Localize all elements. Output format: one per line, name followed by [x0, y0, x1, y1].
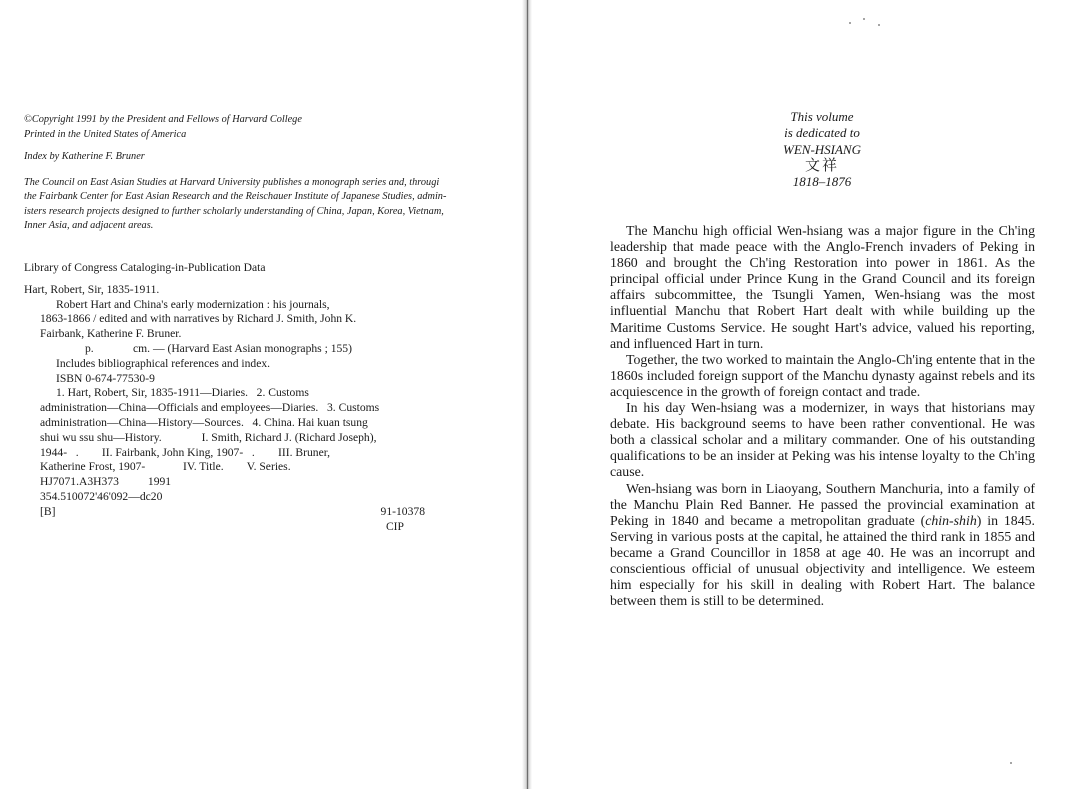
printed-in-line: Printed in the United States of America	[24, 128, 187, 140]
cip-last-row	[24, 505, 425, 520]
essay-paragraph: The Manchu high official Wen-hsiang was a major figure in the Ch'ing leadership that made peace with the Anglo-French invaders of Peking in 1860 and brought the Ch'ing Restoration into power in 1861. As the principal official under Prince Kung in the Grand Council and its foreign affairs subcommittee, the Tsungli Yamen, Wen-hsiang was the most influential Manchu that Robert Hart dealt with while building up the Maritime Customs Service. He sought Hart's advice, valued his reporting, and influenced Hart in turn.	[610, 223, 1035, 351]
cip-subjects-cont: administration—China—Officials and employees—Diaries. 3. Customs	[40, 401, 380, 415]
copyright-block	[24, 113, 454, 234]
cip-lccn: 91-10378	[380, 504, 425, 518]
council-line: isters research projects designed to further scholarly understanding of China, Japan, Korea, Vietnam,	[24, 205, 444, 217]
council-line: the Fairbank Center for East Asian Research and the Reischauer Institute of Japanese Studies, admin-	[24, 191, 447, 202]
paper-speck	[1010, 762, 1012, 764]
cip-subject-part: 1944- .	[40, 445, 79, 459]
cip-dewey: 354.510072'46'092—dc20	[40, 489, 163, 503]
council-statement	[24, 176, 449, 234]
cip-physical	[24, 342, 414, 357]
cip-subjects-cont: administration—China—History—Sources. 4. China. Hai kuan tsung	[40, 415, 368, 429]
essay-paragraph: In his day Wen-hsiang was a modernizer, in ways that historians may debate. His background seems to have been rather conventional. He was both a classical scholar and a military commander. One of his outstanding qualifications to be an insider at Peking was his intense loyalty to the Ch'ing cause.	[610, 400, 1035, 480]
cip-subjects-cont	[24, 460, 414, 475]
cip-subject-part: III. Bruner,	[278, 445, 331, 459]
paper-speck	[849, 22, 851, 24]
cip-physical-rest: cm. — (Harvard East Asian monographs ; 155)	[133, 341, 352, 355]
cip-bib-note: Includes bibliographical references and index.	[56, 356, 271, 370]
cip-isbn: ISBN 0-674-77530-9	[56, 371, 155, 385]
cip-subjects-cont	[24, 446, 414, 461]
essay-text: ) in 1845. Serving in various posts at the capital, he attained the third rank in 1855 and became a Grand Councillor in 1858 at age 40. He was an incorrupt and conscientious official of unusual objectivity and intelligence. We esteem him especially for his skill in dealing with Robert Hart. The balance between them is still to be determined.	[610, 512, 1035, 609]
cip-title: Robert Hart and China's early modernization : his journals,	[56, 297, 330, 311]
essay-italic-term: chin-shih	[925, 512, 977, 528]
dedicatee-name: WEN-HSIANG	[783, 141, 861, 157]
cip-subject-part: shui wu ssu shu—History.	[40, 430, 162, 444]
cip-subject-part: Katherine Frost, 1907-	[40, 460, 146, 474]
cip-bracket: [B]	[40, 504, 56, 518]
cip-subjects-cont	[24, 431, 414, 446]
cip-subject-part: V. Series.	[246, 460, 291, 474]
call-number: HJ7071.A3H373	[40, 475, 119, 489]
dedication-essay	[610, 223, 1035, 609]
copyright-line: ©Copyright 1991 by the President and Fellows of Harvard College	[24, 114, 302, 125]
index-credit: Index by Katherine F. Bruner	[24, 151, 145, 162]
cip-subject-part: IV. Title.	[182, 460, 224, 474]
dedication-line: This volume	[790, 109, 854, 124]
cataloging-data	[24, 261, 425, 534]
paper-speck	[878, 24, 880, 26]
essay-text: Wen-hsiang was born in Liaoyang, Southern Manchuria, into a family of the Manchu Plain Red Banner. He passed the provincial examination at Peking in 1840 and became a metropolitan graduate (	[610, 480, 1035, 528]
essay-paragraph: Together, the two worked to maintain the Anglo-Ch'ing entente that in the 1860s included foreign support of the Manchu dynasty against rebels and its acquiescence in the growth of foreign contact and trade.	[610, 351, 1035, 399]
dedicatee-dates: 1818–1876	[792, 174, 852, 190]
gutter-fold-line	[527, 0, 528, 789]
cip-call-number	[24, 475, 414, 490]
council-line: Inner Asia, and adjacent areas.	[24, 220, 154, 231]
call-year: 1991	[147, 475, 172, 489]
cip-main-entry: Hart, Robert, Sir, 1835-1911.	[24, 282, 160, 296]
dedication	[722, 109, 922, 191]
council-line: The Council on East Asian Studies at Harvard University publishes a monograph series and, througi	[24, 176, 440, 188]
cip-subject-part: I. Smith, Richard J. (Richard Joseph),	[201, 430, 377, 444]
dedicatee-chinese-name: 文祥	[804, 158, 839, 175]
cip-code: CIP	[385, 519, 404, 533]
paper-speck	[863, 18, 865, 20]
cip-title-cont: 1863-1866 / edited and with narratives by Richard J. Smith, John K.	[40, 312, 357, 326]
cip-physical-p: p.	[85, 341, 94, 355]
essay-paragraph	[610, 481, 1035, 610]
cip-title-cont: Fairbank, Katherine F. Bruner.	[40, 327, 182, 341]
dedication-line: is dedicated to	[784, 125, 860, 141]
cip-subject-part: II. Fairbank, John King, 1907- .	[101, 445, 255, 459]
cip-header: Library of Congress Cataloging-in-Publication Data	[24, 261, 266, 274]
cip-subjects: 1. Hart, Robert, Sir, 1835-1911—Diaries. 2. Customs	[56, 386, 309, 400]
